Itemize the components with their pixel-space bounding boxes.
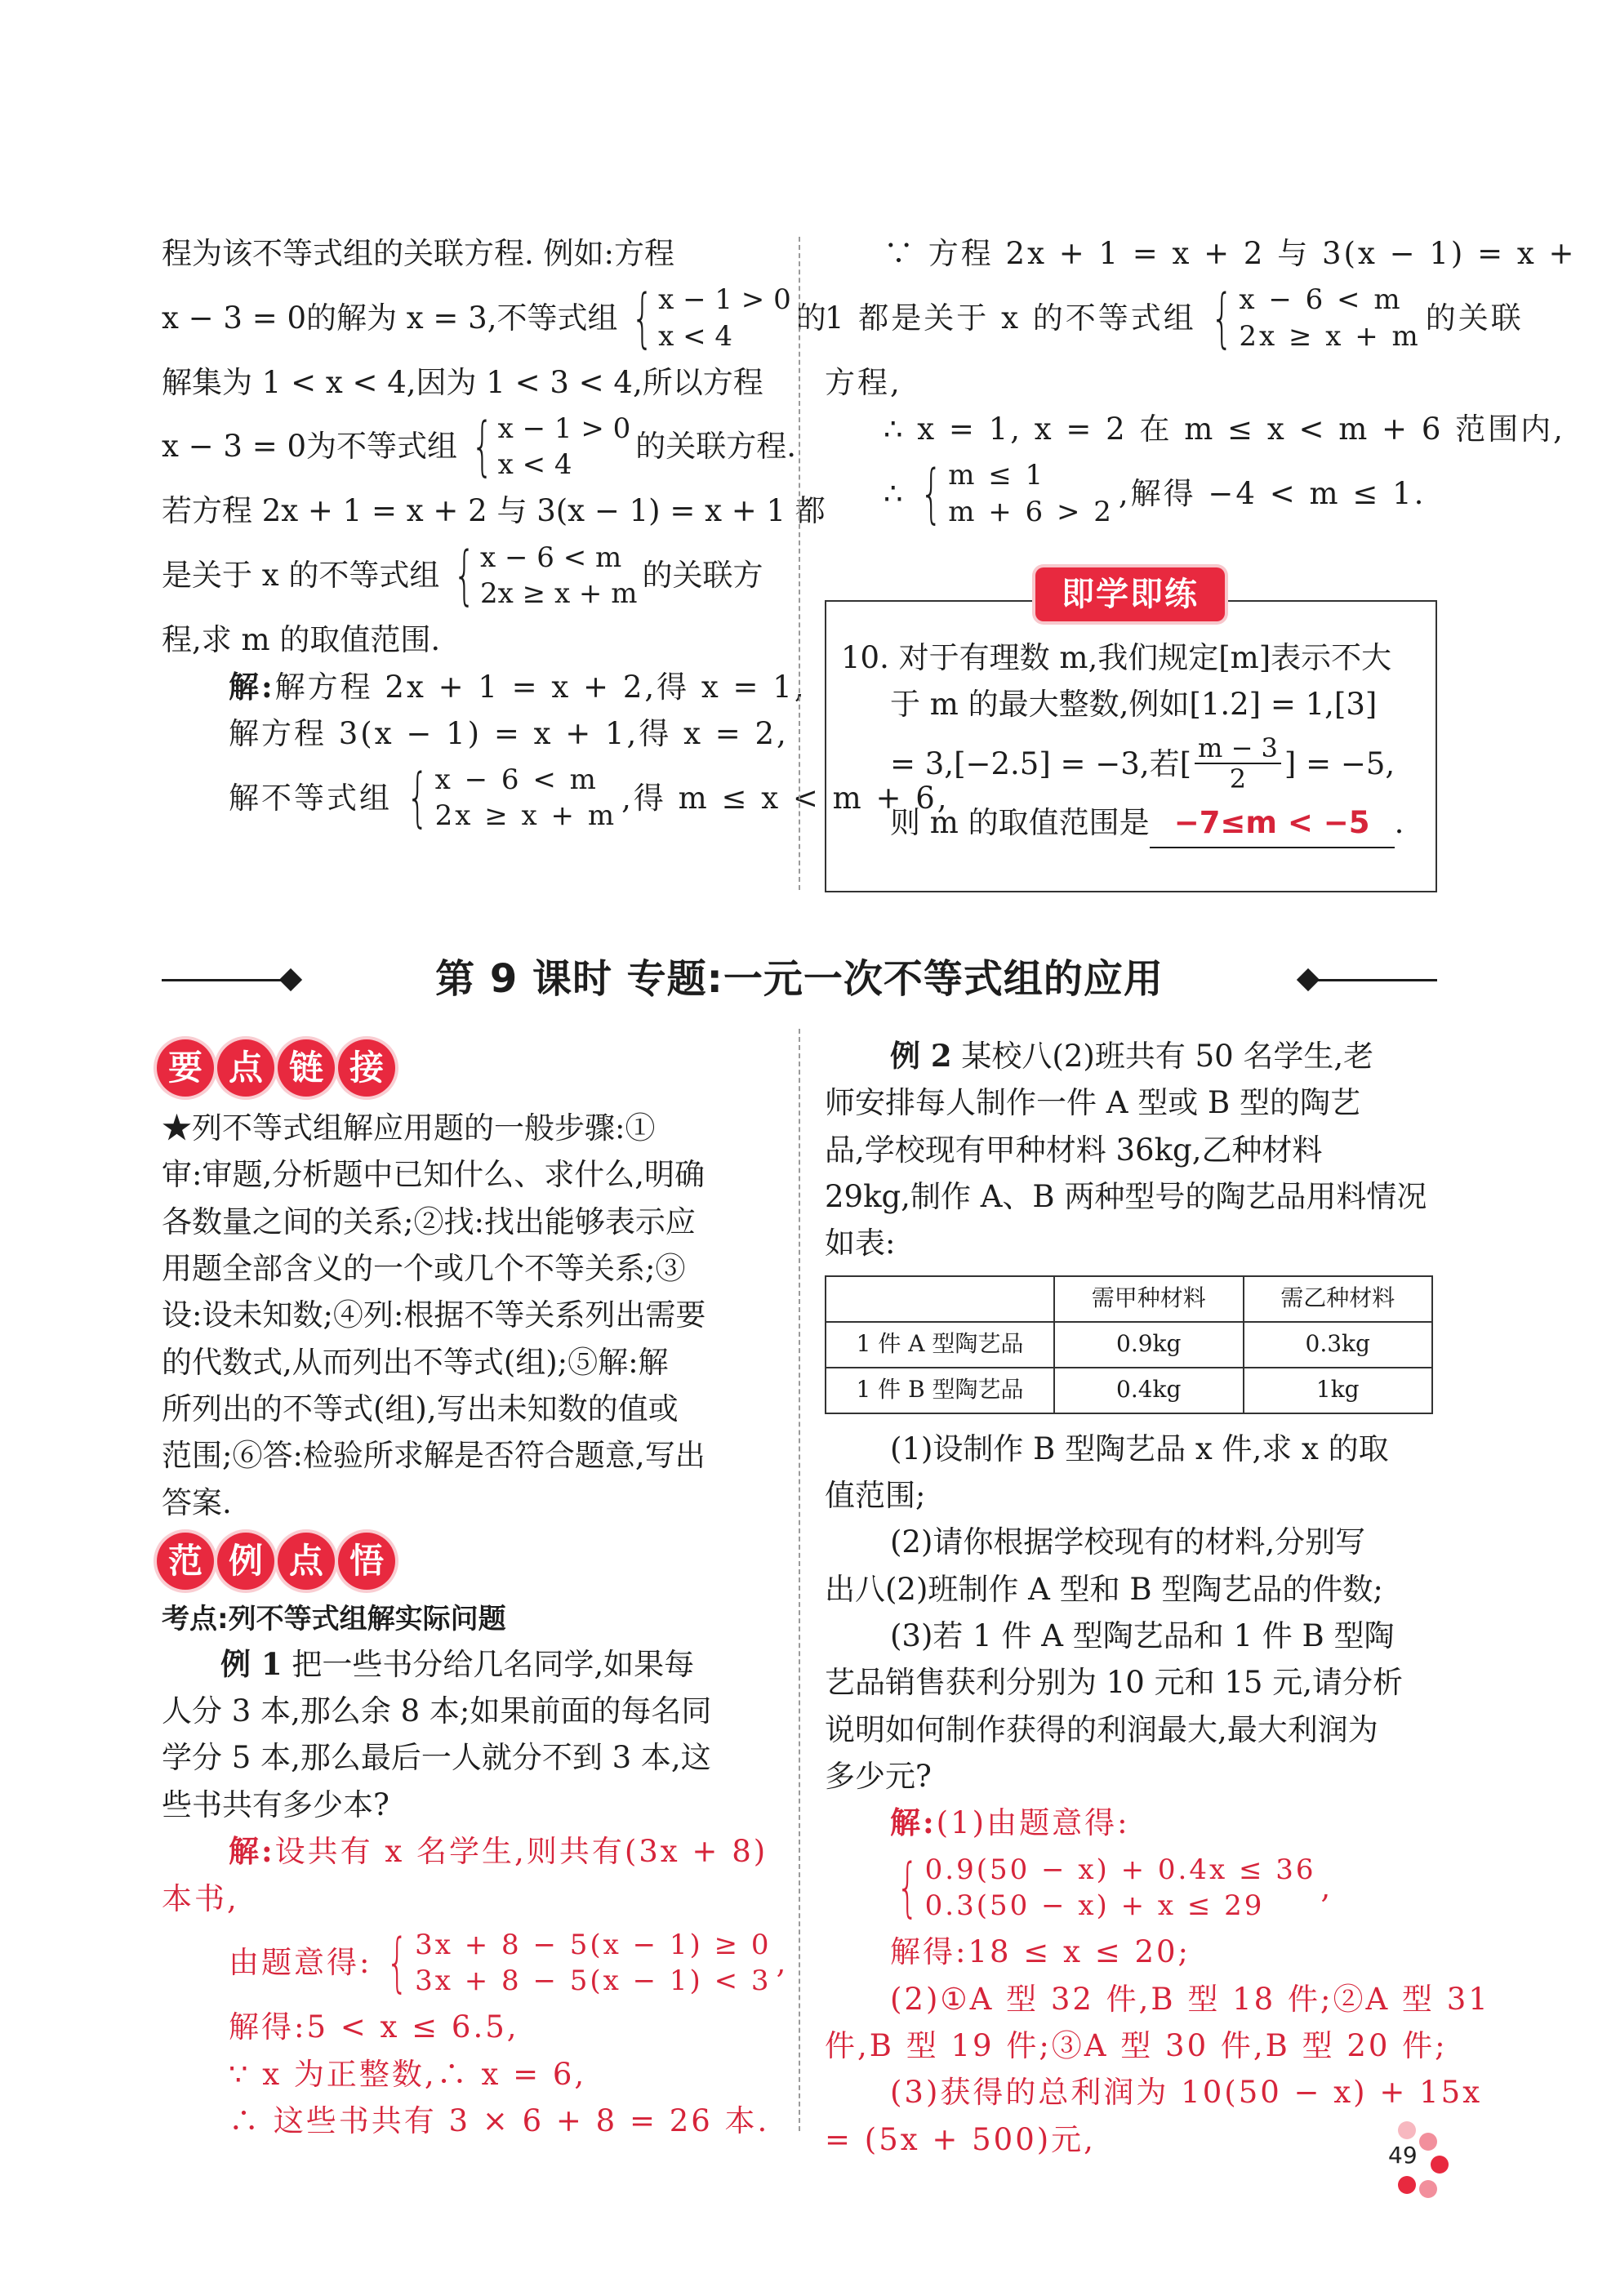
table-cell: 1 件 A 型陶艺品 [826,1322,1054,1368]
badge-char: 点 [278,1533,335,1590]
text-line [162,281,826,355]
key-point-line: 审:审题,分析题中已知什么、求什么,明确 [162,1157,705,1193]
section-title: 第 9 课时 专题:一元一次不等式组的应用 [435,956,1164,1003]
example-line [162,1641,774,1688]
system-row: 3x + 8 − 5(x − 1) ≥ 0 [415,1928,772,1961]
fraction [1195,733,1281,795]
example-line: 29kg,制作 A、B 两种型号的陶艺品用料情况 [825,1179,1427,1215]
example-line: 人分 3 本,那么余 8 本;如果前面的每名同 [162,1693,712,1729]
text-fragment: 设共有 x 名学生,则共有(3x + 8) [274,1834,768,1870]
system-row: 0.3(50 − x) + x ≤ 29 [924,1889,1265,1922]
question-line: 艺品销售获利分别为 10 元和 15 元,请分析 [825,1665,1403,1701]
bottom-left-column [162,1033,789,2144]
question-line: 值范围; [825,1478,926,1514]
question-line: (3)若 1 件 A 型陶艺品和 1 件 B 型陶 [890,1618,1395,1654]
text-line [841,733,1418,795]
text-fragment: . [1394,805,1404,841]
system-row: 3x + 8 − 5(x − 1) < 3 [415,1965,772,1998]
inequality-system: { x − 1 > 0 x < 4 [631,281,791,355]
solution-label: 解: [890,1804,937,1841]
text-fragment: ,得 m ≤ x < m + 6, [621,780,950,816]
text-line: 若方程 2x + 1 = x + 2 与 3(x − 1) = x + 1 都 [162,493,826,529]
solution-line: 解方程 3(x − 1) = x + 1,得 x = 2, [229,715,789,751]
top-left-column [162,230,950,839]
text-line: 10. 对于有理数 m,我们规定[m]表示不大 [841,640,1392,675]
key-point-line: 用题全部含义的一个或几个不等关系;③ [162,1251,686,1287]
text-line: ∴ x = 1, x = 2 在 m ≤ x < m + 6 范围内, [884,412,1565,447]
text-fragment: (1)由题意得: [936,1805,1130,1841]
key-point-line: 所列出的不等式(组),写出未知数的值或 [162,1391,679,1427]
inequality-system: { m ≤ 1 m + 6 > 2 [919,456,1114,531]
decor-dot [1419,2180,1437,2198]
badge-char: 接 [338,1039,395,1097]
text-fragment: 的关联方程. [635,429,797,465]
text-fragment: ∴ [884,475,906,511]
system-row: 2x ≥ x + m [1239,319,1421,353]
solution-line: ∴ 这些书共有 3 × 6 + 8 = 26 本. [229,2102,770,2138]
badge-char: 悟 [338,1533,395,1590]
solution-line [825,1852,1437,1924]
inequality-system: { x − 6 < m 2x ≥ x + m [453,538,638,612]
table-cell: 1 件 B 型陶艺品 [826,1368,1054,1413]
solution-line: 件,B 型 19 件;③A 型 30 件,B 型 20 件; [825,2027,1448,2063]
diamond-icon [279,968,302,991]
text-fragment: 则 m 的取值范围是 [890,805,1150,841]
example-line [825,1033,1437,1079]
heading-rule [1315,979,1437,981]
section-heading [162,947,1437,1012]
example-line: 些书共有多少本? [162,1787,389,1822]
example-line: 师安排每人制作一件 A 型或 B 型的陶艺 [825,1085,1360,1121]
decor-dot [1398,2121,1416,2139]
text-fragment: 是关于 x 的不等式组 [162,558,440,594]
page-number: 49 [1388,2142,1418,2169]
text-fragment: x − 3 = 0的解为 x = 3,不等式组 [162,300,618,336]
text-line: 解集为 1 < x < 4,因为 1 < 3 < 4,所以方程 [162,364,763,400]
table-cell: 0.3kg [1244,1322,1433,1368]
table-cell: 需乙种材料 [1244,1276,1433,1322]
inequality-system: { 0.9(50 − x) + 0.4x ≤ 36 0.3(50 − x) + x ≤ 29 [896,1851,1316,1924]
text-fragment: 的 [795,300,826,336]
solution-line [825,1800,1437,1846]
topic-label: 考点:列不等式组解实际问题 [162,1603,506,1636]
system-row: x < 4 [497,448,572,482]
system-row: x < 4 [658,319,733,353]
badge-char: 要 [157,1039,214,1097]
key-point-line: 各数量之间的关系;②找:找出能够表示应 [162,1204,696,1239]
table-row [826,1368,1432,1413]
table-cell: 0.4kg [1054,1368,1244,1413]
practice-tag: 即学即练 [1035,567,1225,621]
text-line [825,457,1437,529]
inequality-system: { x − 1 > 0 x < 4 [471,410,631,484]
text-fragment: 解方程 2x + 1 = x + 2,得 x = 1, [274,669,807,705]
key-point-line: 的代数式,从而列出不等式(组);⑤解:解 [162,1344,669,1380]
system-row: x − 6 < m [434,763,599,797]
text-fragment: 由题意得: [229,1945,372,1981]
decor-dot [1398,2176,1416,2194]
solution-line: ∵ x 为正整数,∴ x = 6, [229,2056,587,2092]
text-fragment: , [776,1945,789,1981]
system-row: 2x ≥ x + m [480,576,638,610]
text-fragment: 的关联 [1425,300,1524,336]
text-line [162,410,797,484]
solution-line: 解得:18 ≤ x ≤ 20; [890,1934,1191,1970]
solution-label: 解: [229,1833,275,1870]
text-fragment: ] = −5, [1284,745,1395,781]
key-point-line: 答案. [162,1484,232,1520]
table-cell: 需甲种材料 [1054,1276,1244,1322]
solution-line: (2)①A 型 32 件,B 型 18 件;②A 型 31 [890,1981,1490,2017]
system-row: x − 1 > 0 [658,283,791,317]
system-row: x − 6 < m [480,541,622,574]
solution-line [162,1926,789,2000]
question-line: (1)设制作 B 型陶艺品 x 件,求 x 的取 [890,1431,1389,1466]
badge-char: 范 [157,1533,214,1590]
system-row: m ≤ 1 [948,459,1046,492]
text-fragment: = 3,[−2.5] = −3,若[ [890,745,1192,781]
text-line [162,540,774,612]
example-label: 例 1 [220,1645,283,1682]
fraction-denominator: 2 [1229,763,1247,795]
text-fragment: x − 3 = 0为不等式组 [162,429,457,465]
inequality-system: { x − 6 < m 2x ≥ x + m [1210,281,1421,355]
examples-badge [157,1533,774,1590]
table-cell: 0.9kg [1054,1322,1244,1368]
question-line: (2)请你根据学校现有的材料,分别写 [890,1524,1366,1560]
fraction-numerator: m − 3 [1195,733,1281,765]
example-label: 例 2 [890,1038,952,1074]
bottom-right-column [825,1033,1490,2163]
question-line: 多少元? [825,1759,932,1795]
table-cell: 1kg [1244,1368,1433,1413]
badge-char: 点 [217,1039,274,1097]
table-cell [826,1276,1054,1322]
text-line: 方程, [825,364,902,400]
inequality-system: { 3x + 8 − 5(x − 1) ≥ 0 3x + 8 − 5(x − 1) < 3 [386,1926,772,2000]
key-point-line: 范围;⑥答:检验所求解是否符合题意,写出 [162,1438,706,1474]
text-fragment: 1 都是关于 x 的不等式组 [825,300,1196,336]
question-line: 说明如何制作获得的利润最大,最大利润为 [825,1711,1378,1747]
question-line: 出八(2)班制作 A 型和 B 型陶艺品的件数; [825,1571,1383,1607]
text-fragment: 的关联方 [642,558,763,594]
text-line: ∵ 方程 2x + 1 = x + 2 与 3(x − 1) = x + [884,236,1577,271]
solution-line: = (5x + 500)元, [825,2121,1096,2157]
practice-box [825,600,1437,892]
solution-line [162,1828,774,1875]
solution-line [162,664,807,710]
answer-blank: −7≤m < −5 [1150,799,1395,848]
text-line [825,281,1524,355]
table-row [826,1322,1432,1368]
solution-label: 解: [229,668,275,705]
key-points-badge [157,1039,774,1097]
text-fragment: 解不等式组 [229,780,392,816]
system-row: 2x ≥ x + m [434,799,617,833]
inequality-system: { x − 6 < m 2x ≥ x + m [406,761,617,835]
column-divider [799,237,800,890]
decor-dot [1419,2133,1437,2151]
materials-table [825,1275,1433,1414]
text-line: 于 m 的最大整数,例如[1.2] = 1,[3] [890,687,1378,723]
heading-rule [162,979,284,981]
example-line: 学分 5 本,那么最后一人就分不到 3 本,这 [162,1740,711,1776]
key-point-line: 设:设未知数;④列:根据不等关系列出需要 [162,1297,706,1333]
table-header-row [826,1276,1432,1322]
decor-dot [1431,2156,1449,2174]
column-divider [799,1029,800,2131]
text-line [841,799,1418,848]
key-point-line: ★列不等式组解应用题的一般步骤:① [162,1110,656,1146]
text-fragment: 某校八(2)班共有 50 名学生,老 [961,1039,1374,1074]
top-right-column [825,230,1577,535]
solution-line [162,761,950,835]
solution-line: 解得:5 < x ≤ 6.5, [229,2009,519,2045]
example-line: 品,学校现有甲种材料 36kg,乙种材料 [825,1132,1323,1168]
example-line: 如表: [825,1226,896,1261]
solution-line: 本书, [162,1880,239,1916]
text-fragment: 把一些书分给几名同学,如果每 [292,1646,695,1682]
system-row: x − 6 < m [1239,283,1403,317]
system-row: m + 6 > 2 [948,495,1114,528]
text-line: 程,求 m 的取值范围. [162,622,441,658]
solution-line: (3)获得的总利润为 10(50 − x) + 15x [890,2075,1483,2111]
system-row: 0.9(50 − x) + 0.4x ≤ 36 [924,1853,1316,1886]
badge-char: 例 [217,1533,274,1590]
text-line: 程为该不等式组的关联方程. 例如:方程 [162,236,674,271]
text-fragment: , [1320,1870,1333,1906]
system-row: x − 1 > 0 [497,412,631,446]
text-fragment: ,解得 −4 < m ≤ 1. [1118,475,1427,511]
badge-char: 链 [278,1039,335,1097]
